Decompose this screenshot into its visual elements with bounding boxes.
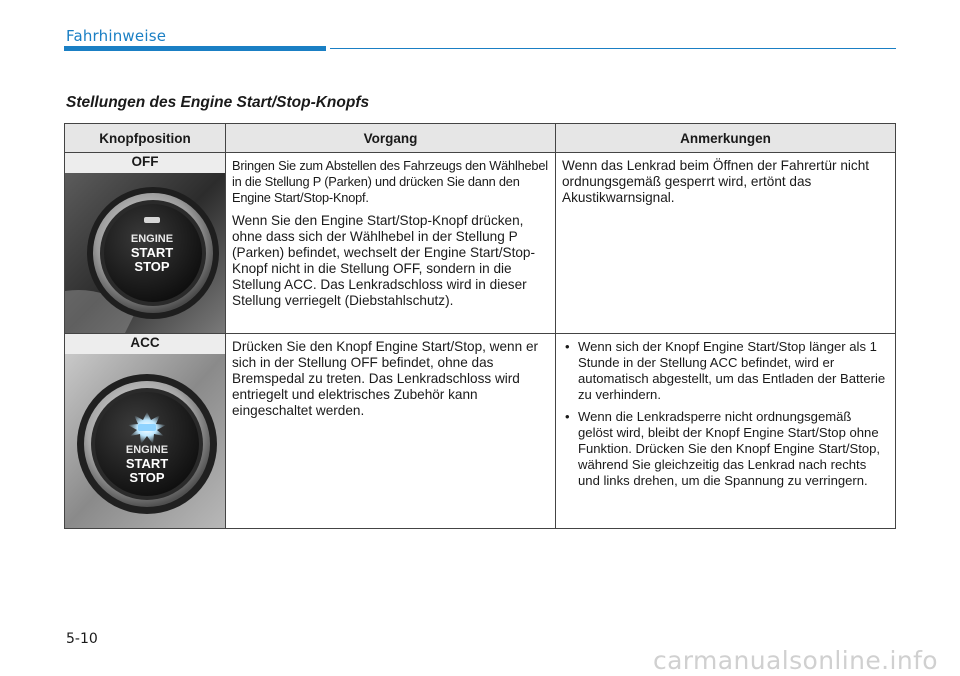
position-cell-acc — [65, 334, 226, 529]
notes-off-text: Wenn das Lenkrad beim Öffnen der Fahrertür nicht ordnungsgemäß gesperrt wird, ertönt das Akustikwarnsignal. — [562, 158, 870, 205]
start-stop-button-acc-image — [65, 354, 225, 528]
notes-acc-list — [562, 339, 889, 489]
operation-acc-para-1: Drücken Sie den Knopf Engine Start/Stop, wenn er sich in der Stellung OFF befindet, ohne das Bremspedal zu treten. Das Lenkradschloss wird entriegelt und elektrisches Zubehör kann eingeschaltet werden. — [232, 339, 539, 418]
notes-cell-acc — [556, 334, 896, 529]
operation-off-para-2: Wenn Sie den Engine Start/Stop-Knopf drücken, ohne dass sich der Wählhebel in der Stellung P (Parken) befindet, wechselt der Engine Start/Stop-Knopf nicht in die Stellung OFF, sondern in die Stellung ACC. Das Lenkradschloss wird in dieser Stellung verriegelt (Diebstahlschutz). — [232, 213, 535, 308]
position-label-acc: ACC — [65, 334, 225, 354]
col-header-notes: Anmerkungen — [556, 124, 896, 153]
button-text-stop: STOP — [134, 259, 170, 274]
table-row-off — [65, 153, 896, 334]
col-header-operation: Vorgang — [226, 124, 556, 153]
notes-cell-off — [556, 153, 896, 334]
list-item: • Wenn sich der Knopf Engine Start/Stop länger als 1 Stunde in der Stellung ACC befindet, wird er automatisch abgestellt, um das Entladen der Batterie zu verhindern. — [562, 339, 889, 403]
indicator-off-icon — [144, 217, 160, 223]
start-stop-button-off-image — [65, 173, 225, 333]
watermark: carmanualsonline.info — [652, 646, 938, 675]
position-cell-off — [65, 153, 226, 334]
button-text-engine: ENGINE — [125, 444, 169, 456]
table-row-acc — [65, 334, 896, 529]
button-text-start: START — [130, 245, 174, 260]
list-item: • Wenn die Lenkradsperre nicht ordnungsgemäß gelöst wird, bleibt der Knopf Engine Start/Stop ohne Funktion. Drücken Sie den Knopf Engine Start/Stop, während Sie gleichzeitig das Lenkrad nach rechts und links drehen, um die Spannung zu verringern. — [562, 409, 889, 489]
operation-off-para-1: Bringen Sie zum Abstellen des Fahrzeugs den Wählhebel in die Stellung P (Parken) und drücken Sie dann den Engine Start/Stop-Knopf. — [232, 158, 548, 205]
page-number: 5-10 — [66, 631, 98, 647]
indicator-acc-icon — [138, 424, 156, 431]
header-rule-thick — [64, 46, 326, 51]
position-table — [64, 123, 896, 529]
button-text-stop: STOP — [129, 470, 165, 485]
table-header-row — [65, 124, 896, 153]
col-header-position: Knopfposition — [65, 124, 226, 153]
position-label-off: OFF — [65, 153, 225, 173]
header-rule-thin — [330, 48, 896, 49]
operation-cell-acc — [226, 334, 556, 529]
section-title: Stellungen des Engine Start/Stop-Knopfs — [66, 94, 370, 111]
button-text-start: START — [125, 456, 169, 471]
operation-cell-off — [226, 153, 556, 334]
button-text-engine: ENGINE — [130, 233, 174, 245]
chapter-title: Fahrhinweise — [66, 27, 167, 45]
